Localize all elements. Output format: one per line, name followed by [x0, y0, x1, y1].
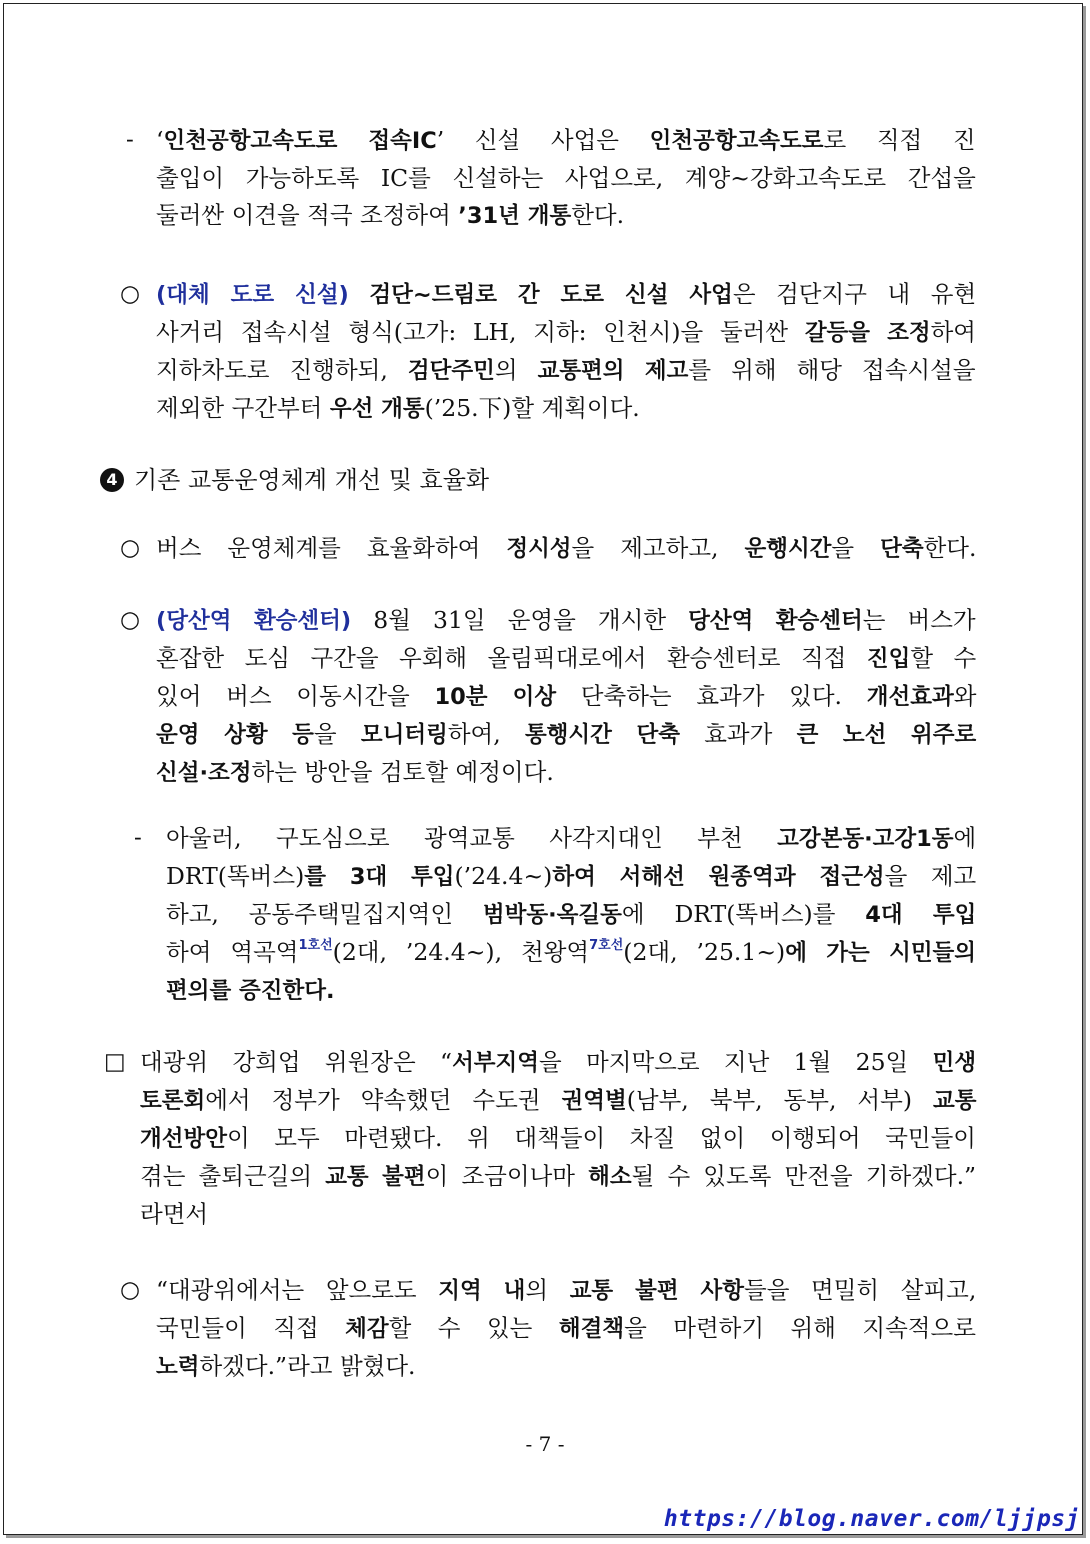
- paragraph-drt-bus: 아울러, 구도심으로 광역교통 사각지대인 부천 고강본동·고강1동에 DRT(똑버스)를 3대 투입(’24.4~)하여 서해선 원종역과 접근성을 제고 하고, 공동주택밀집지역인 범박동·옥길동에 DRT(똑버스)를 4대 투입 하여 역곡역$^{1호선}$(2대, ’24.4~), 천왕역$^{7호선}$(2대, ’25.1~)에 가는 시민들의 편의를 증진한다.: [166, 824, 977, 1004]
- circle-marker: ○: [120, 607, 141, 633]
- square-marker: □: [104, 1049, 126, 1075]
- page-number: - 7 -: [525, 1432, 565, 1456]
- paragraph-alternative-road: (대체 도로 신설) 검단~드림로 간 도로 신설 사업은 검단지구 내 유현 사거리 접속시설 형식(고가: LH, 지하: 인천시)을 둘러싼 갈등을 조정하여 지하차도로 진행하되, 검단주민의 교통편의 제고를 위해 해당 접속시설을 제외한 구간부터 우선 개통(’25.下)할 계획이다.: [156, 280, 977, 422]
- watermark-url: https://blog.naver.com/ljjpsj: [663, 1506, 1080, 1532]
- paragraph-dangsan-center: (당산역 환승센터) 8월 31일 운영을 개시한 당산역 환승센터는 버스가 혼잡한 도심 구간을 우회해 올림픽대로에서 환승센터로 직접 진입할 수 있어 버스 이동시간을 10분 이상 단축하는 효과가 있다. 개선효과와 운영 상황 등을 모니터링하여, 통행시간 단축 효과가 큰 노선 위주로 신설·조정하는 방안을 검토할 예정이다.: [156, 606, 977, 786]
- section-heading-4: [100, 462, 489, 499]
- dash-marker: -: [126, 127, 134, 153]
- paragraph-bus-system: 버스 운영체계를 효율화하여 정시성을 제고하고, 운행시간을 단축한다.: [156, 534, 977, 562]
- paragraph-closing-quote: “대광위에서는 앞으로도 지역 내의 교통 불편 사항들을 면밀히 살피고, 국민들이 직접 체감할 수 있는 해결책을 마련하기 위해 지속적으로 노력하겠다.”라고 밝혔다.: [156, 1276, 977, 1380]
- circle-marker: ○: [120, 1277, 141, 1303]
- paragraph-airport-ic: ‘인천공항고속도로 접속IC’ 신설 사업은 인천공항고속도로로 직접 진 출입이 가능하도록 IC를 신설하는 사업으로, 계양~강화고속도로 간섭을 둘러싼 이견을 적극 조정하여 ’31년 개통한다.: [156, 126, 976, 229]
- circle-marker: ○: [120, 281, 141, 307]
- section-heading-text: 기존 교통운영체계 개선 및 효율화: [134, 466, 490, 494]
- circle-marker: ○: [120, 535, 141, 561]
- circled-number-icon: 4: [100, 468, 124, 492]
- dash-marker: -: [134, 825, 142, 851]
- paragraph-chairman-remarks: 대광위 강희업 위원장은 “서부지역을 마지막으로 지난 1월 25일 민생 토론회에서 정부가 약속했던 수도권 권역별(남부, 북부, 동부, 서부) 교통 개선방안이 모두 마련됐다. 위 대책들이 차질 없이 이행되어 국민들이 겪는 출퇴근길의 교통 불편이 조금이나마 해소될 수 있도록 만전을 기하겠다.” 라면서: [140, 1048, 977, 1228]
